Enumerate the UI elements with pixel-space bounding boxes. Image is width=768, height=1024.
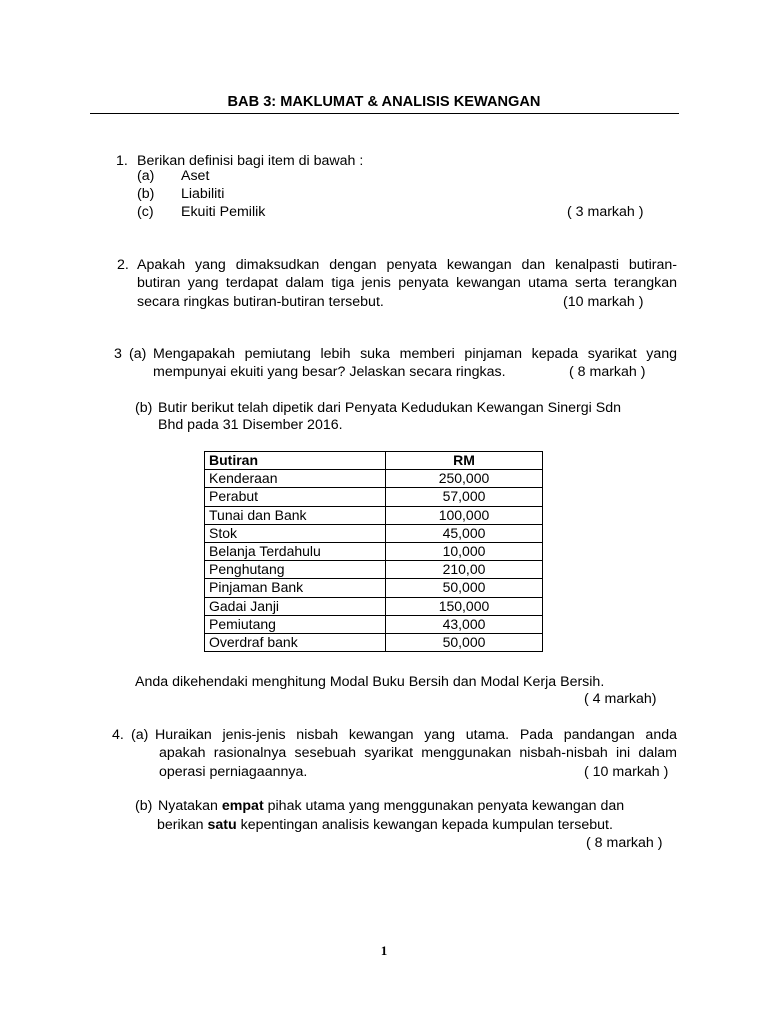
q3a-marks: ( 8 markah )	[569, 364, 646, 380]
q4b-line-1-end: pihak utama yang menggunakan penyata kewangan dan	[267, 798, 625, 814]
q1-item-label: (b)	[137, 186, 155, 202]
amount-cell: 10,000	[386, 542, 543, 560]
q3b-line-2: Bhd pada 31 Disember 2016.	[158, 417, 343, 433]
q3-number: 3	[114, 346, 122, 362]
amount-cell: 45,000	[386, 524, 543, 542]
amount-cell: 57,000	[386, 488, 543, 506]
item-cell: Belanja Terdahulu	[205, 542, 386, 560]
amount-cell: 50,000	[386, 579, 543, 597]
q2-number: 2.	[117, 257, 129, 273]
q4a-line-2: apakah rasionalnya sesebuah syarikat menggunakan nisbah-nisbah ini dalam	[159, 745, 677, 761]
q4b-marks: ( 8 markah )	[586, 835, 663, 851]
item-cell: Stok	[205, 524, 386, 542]
q1-item-text: Liabiliti	[181, 186, 225, 202]
q3a-line-1: Mengapakah pemiutang lebih suka memberi pinjaman kepada syarikat yang	[153, 346, 677, 362]
q1-item-label: (a)	[137, 168, 155, 184]
table-row	[205, 506, 543, 524]
q1-text: Berikan definisi bagi item di bawah :	[137, 153, 364, 169]
q4b-label: (b)	[135, 798, 153, 814]
amount-cell: 150,000	[386, 597, 543, 615]
q4b-emphasis-empat: empat	[221, 798, 264, 814]
page-title: BAB 3: MAKLUMAT & ANALISIS KEWANGAN	[227, 94, 541, 110]
table-header-row	[205, 452, 543, 470]
item-cell: Pinjaman Bank	[205, 579, 386, 597]
table-row	[205, 470, 543, 488]
q1-marks: ( 3 markah )	[567, 204, 644, 220]
amount-cell: 100,000	[386, 506, 543, 524]
amount-cell: 250,000	[386, 470, 543, 488]
q3b-marks: ( 4 markah)	[584, 691, 657, 707]
q4b-line-1	[158, 798, 624, 814]
q1-item-label: (c)	[137, 204, 154, 220]
q1-number: 1.	[116, 153, 128, 169]
item-cell: Overdraf bank	[205, 633, 386, 651]
q2-line-2: butiran yang terdapat dalam tiga jenis penyata kewangan utama serta terangkan	[137, 275, 677, 291]
q3b-line-1: Butir berikut telah dipetik dari Penyata Kedudukan Kewangan Sinergi Sdn	[158, 400, 621, 416]
q2-line-1: Apakah yang dimaksudkan dengan penyata kewangan dan kenalpasti butiran-	[137, 257, 677, 273]
amount-cell: 43,000	[386, 615, 543, 633]
table-row	[205, 633, 543, 651]
q3b-instruction: Anda dikehendaki menghitung Modal Buku Bersih dan Modal Kerja Bersih.	[135, 674, 605, 690]
q4b-line-1-start: Nyatakan	[158, 798, 218, 814]
table-row	[205, 597, 543, 615]
item-cell: Gadai Janji	[205, 597, 386, 615]
q1-item-text: Aset	[181, 168, 210, 184]
q4a-marks: ( 10 markah )	[584, 764, 669, 780]
table-row	[205, 561, 543, 579]
title-underline	[90, 113, 679, 114]
q4a-line-3: operasi perniagaannya.	[159, 764, 308, 780]
column-header-rm: RM	[386, 452, 543, 470]
amount-cell: 210,00	[386, 561, 543, 579]
q3a-line-2: mempunyai ekuiti yang besar? Jelaskan secara ringkas.	[153, 364, 506, 380]
q4b-line-2-start: berikan	[157, 817, 204, 833]
table-row	[205, 579, 543, 597]
column-header-butiran: Butiran	[205, 452, 386, 470]
table-row	[205, 542, 543, 560]
q1-item-text: Ekuiti Pemilik	[181, 204, 266, 220]
q4b-line-2	[157, 817, 613, 833]
amount-cell: 50,000	[386, 633, 543, 651]
page-number: 1	[380, 943, 388, 958]
q4a-label: (a)	[131, 727, 149, 743]
item-cell: Tunai dan Bank	[205, 506, 386, 524]
q4b-line-2-end: kepentingan analisis kewangan kepada kumpulan tersebut.	[240, 817, 613, 833]
item-cell: Perabut	[205, 488, 386, 506]
q3a-label: (a)	[129, 346, 147, 362]
q4b-emphasis-satu: satu	[207, 817, 237, 833]
item-cell: Pemiutang	[205, 615, 386, 633]
table-row	[205, 488, 543, 506]
q2-line-3: secara ringkas butiran-butiran tersebut.	[137, 294, 384, 310]
q4-number: 4.	[112, 727, 124, 743]
balance-sheet-table	[204, 451, 543, 652]
q4a-line-1: Huraikan jenis-jenis nisbah kewangan yang utama. Pada pandangan anda	[155, 727, 677, 743]
q3b-label: (b)	[135, 400, 153, 416]
table-row	[205, 615, 543, 633]
q2-marks: (10 markah )	[563, 294, 644, 310]
item-cell: Kenderaan	[205, 470, 386, 488]
table-row	[205, 524, 543, 542]
item-cell: Penghutang	[205, 561, 386, 579]
